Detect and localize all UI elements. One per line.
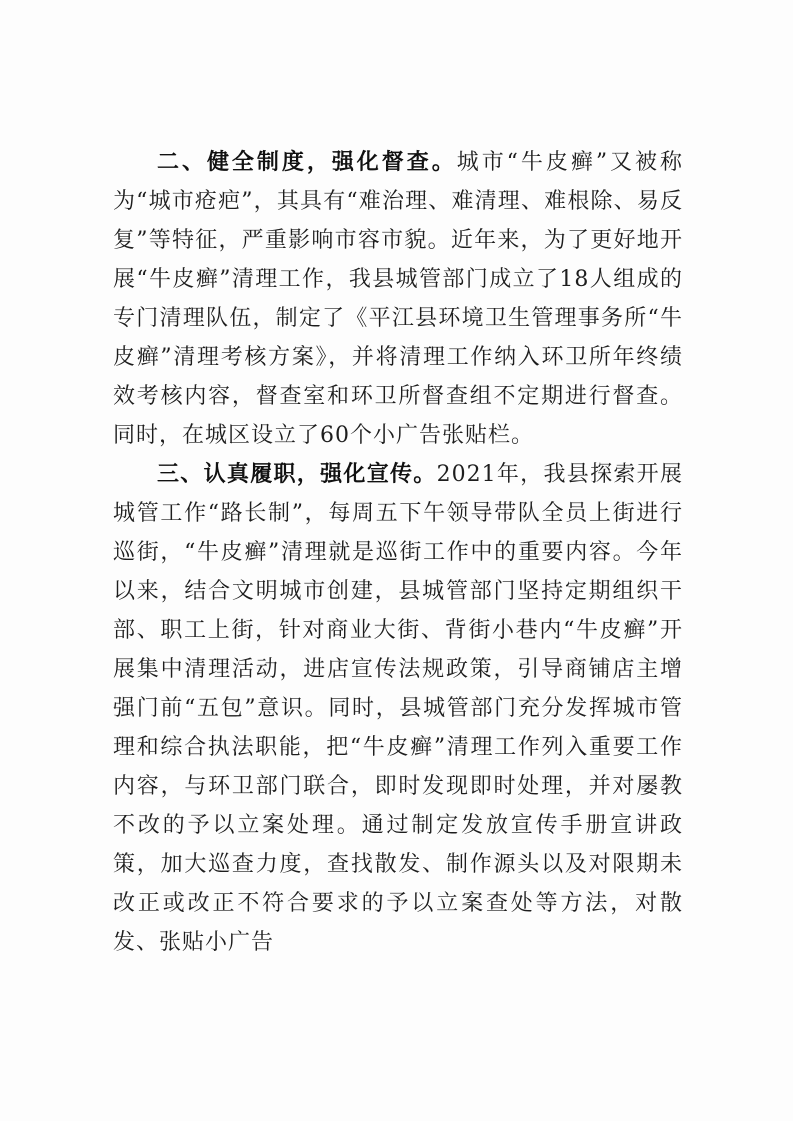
- section-heading-2: 二、健全制度，强化督查。: [157, 150, 457, 175]
- paragraph-section-2: [113, 143, 683, 455]
- section-body-3: 2021年，我县探索开展城管工作“路长制”，每周五下午领导带队全员上街进行巡街，“牛皮癣”清理就是巡街工作中的重要内容。今年以来，结合文明城市创建，县城管部门坚持定期组织干部、职工上街，针对商业大街、背街小巷内“牛皮癣”开展集中清理活动，进店宣传法规政策，引导商铺店主增强门前“五包”意识。同时，县城管部门充分发挥城市管理和综合执法职能，把“牛皮癣”清理工作列入重要工作内容，与环卫部门联合，即时发现即时处理，并对屡教不改的予以立案处理。通过制定发放宣传手册宣讲政策，加大巡查力度，查找散发、制作源头以及对限期未改正或改正不符合要求的予以立案查处等方法，对散发、张贴小广告: [113, 462, 683, 955]
- section-body-2: 城市“牛皮癣”又被称为“城市疮疤”，其具有“难治理、难清理、难根除、易反复”等特征，严重影响市容市貌。近年来，为了更好地开展“牛皮癣”清理工作，我县城管部门成立了18人组成的专门清理队伍，制定了《平江县环境卫生管理事务所“牛皮癣”清理考核方案》，并将清理工作纳入环卫所年终绩效考核内容，督查室和环卫所督查组不定期进行督查。同时，在城区设立了60个小广告张贴栏。: [113, 150, 683, 448]
- document-body: [113, 143, 683, 962]
- paragraph-section-3: [113, 455, 683, 962]
- section-heading-3: 三、认真履职，强化宣传。: [157, 462, 437, 487]
